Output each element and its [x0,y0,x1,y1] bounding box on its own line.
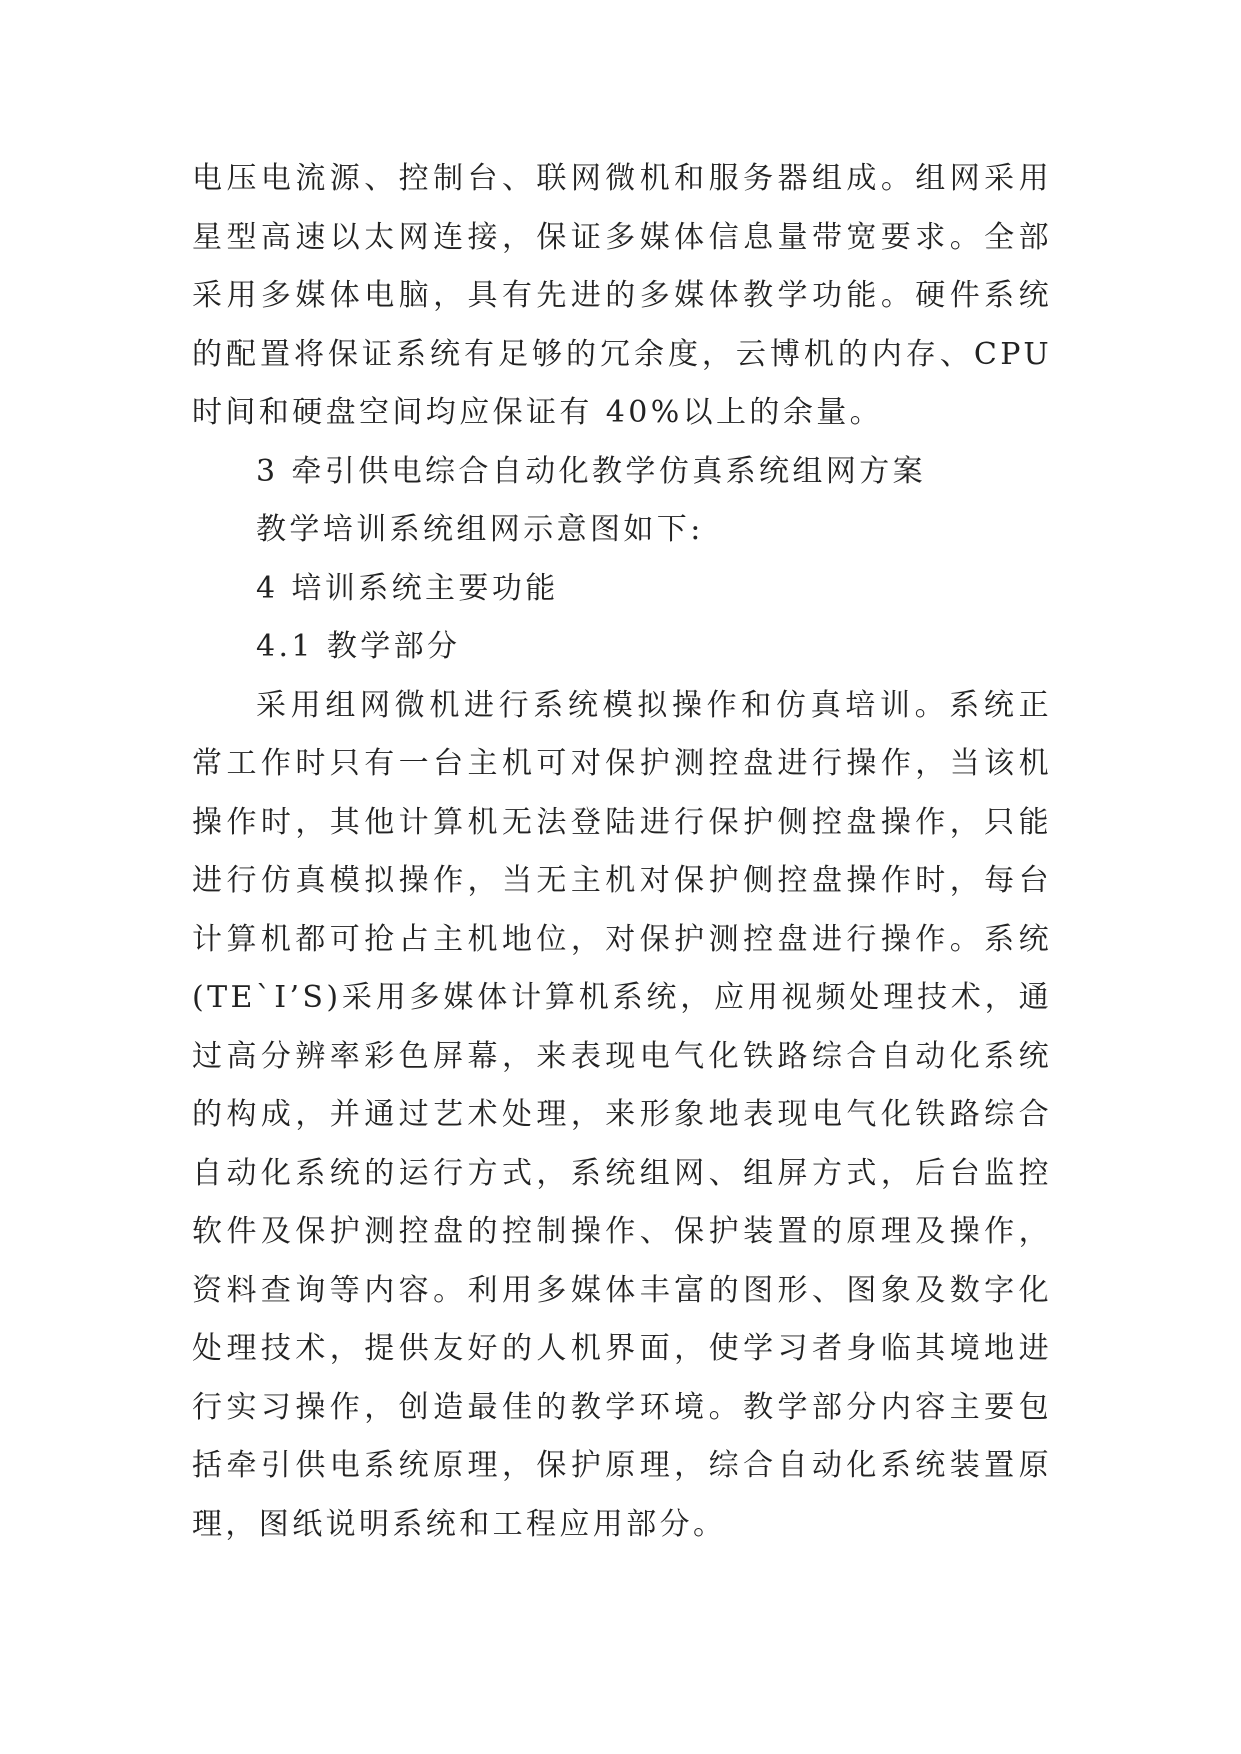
diagram-intro-line: 教学培训系统组网示意图如下: [256,512,704,547]
subsection-heading-4-1: 4.1 教学部分 [256,629,461,664]
document-body [192,150,1052,1554]
body-paragraph: 电压电流源、控制台、联网微机和服务器组成。组网采用星型高速以太网连接，保证多媒体信息量带宽要求。全部采用多媒体电脑，具有先进的多媒体教学功能。硬件系统的配置将保证系统有足够的冗余度，云博机的内存、CPU 时间和硬盘空间均应保证有 40%以上的余量。 [192,161,1052,430]
section-heading-3: 3 牵引供电综合自动化教学仿真系统组网方案 [256,453,927,489]
section-heading-4: 4 培训系统主要功能 [256,570,559,606]
body-paragraph-teaching: 采用组网微机进行系统模拟操作和仿真培训。系统正常工作时只有一台主机可对保护测控盘进行操作，当该机操作时，其他计算机无法登陆进行保护侧控盘操作，只能进行仿真模拟操作，当无主机对保护侧控盘操作时，每台计算机都可抢占主机地位，对保护测控盘进行操作。系统(TE`I’S)采用多媒体计算机系统，应用视频处理技术，通过高分辨率彩色屏幕，来表现电气化铁路综合自动化系统的构成，并通过艺术处理，来形象地表现电气化铁路综合自动化系统的运行方式，系统组网、组屏方式，后台监控软件及保护测控盘的控制操作、保护装置的原理及操作，资料查询等内容。利用多媒体丰富的图形、图象及数字化处理技术，提供友好的人机界面，使学习者身临其境地进行实习操作，创造最佳的教学环境。教学部分内容主要包括牵引供电系统原理，保护原理，综合自动化系统装置原理，图纸说明系统和工程应用部分。 [192,687,1052,1542]
